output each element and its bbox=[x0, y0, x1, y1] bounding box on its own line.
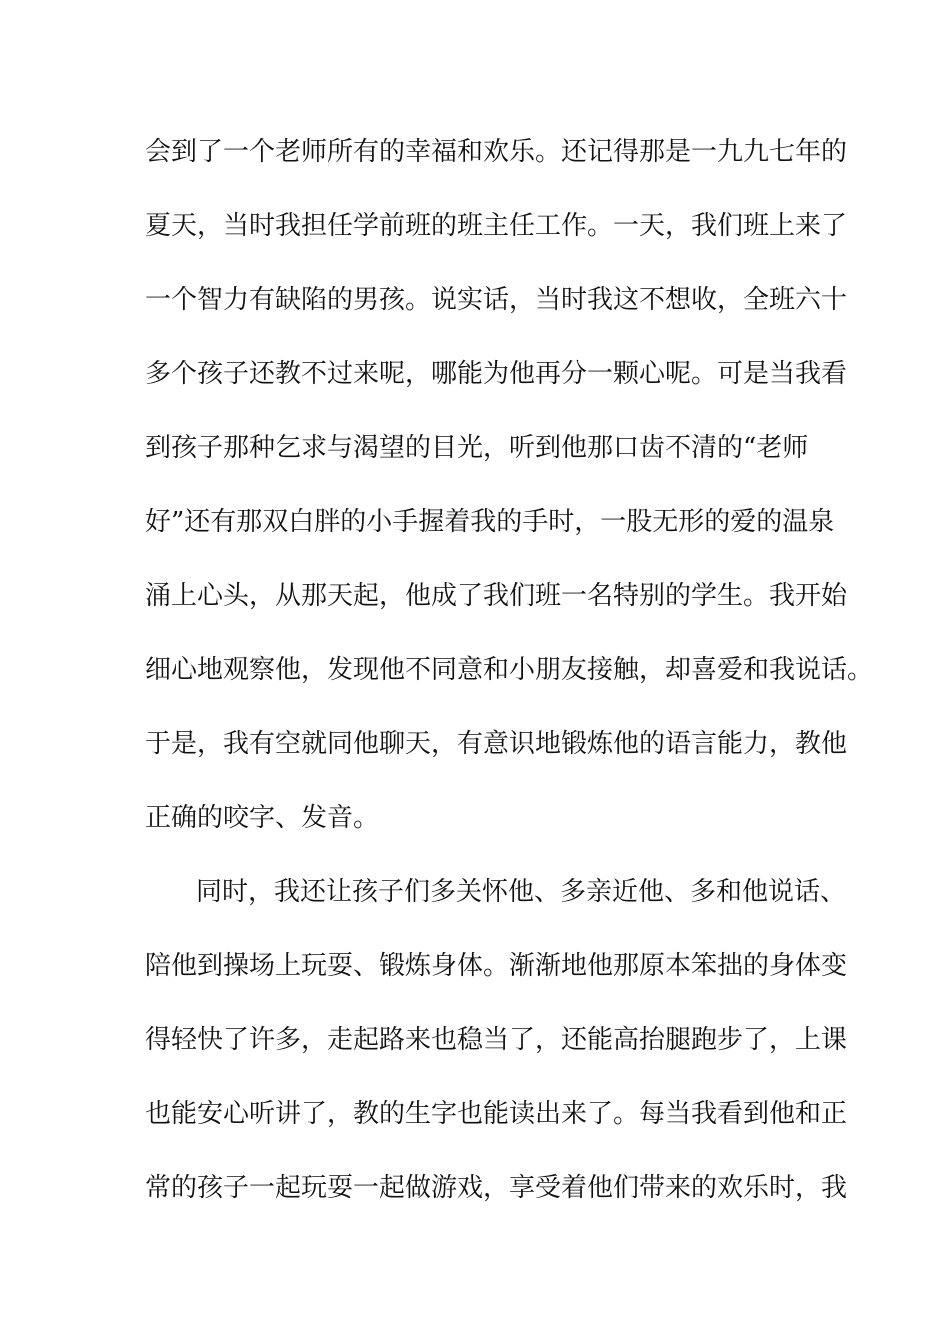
text-line: 到孩子那种乞求与渴望的目光，听到他那口齿不清的“老师 bbox=[145, 433, 809, 463]
text-line: 正确的咬字、发音。 bbox=[145, 803, 380, 833]
text-line: 涌上心头，从那天起，他成了我们班一名特别的学生。我开始 bbox=[145, 581, 848, 611]
text-line: 于是，我有空就同他聊天，有意识地锻炼他的语言能力，教他 bbox=[145, 729, 848, 759]
text-line: 陪他到操场上玩耍、锻炼身体。渐渐地他那原本笨拙的身体变 bbox=[145, 951, 848, 981]
text-line: 一个智力有缺陷的男孩。说实话，当时我这不想收，全班六十 bbox=[145, 285, 848, 315]
text-line: 会到了一个老师所有的幸福和欢乐。还记得那是一九九七年的 bbox=[145, 137, 848, 167]
text-line: 细心地观察他，发现他不同意和小朋友接触，却喜爱和我说话。 bbox=[145, 655, 874, 685]
text-line: 常的孩子一起玩耍一起做游戏，享受着他们带来的欢乐时，我 bbox=[145, 1173, 848, 1203]
text-line: 夏天，当时我担任学前班的班主任工作。一天，我们班上来了 bbox=[145, 211, 848, 241]
text-line: 好”还有那双白胖的小手握着我的手时，一股无形的爱的温泉 bbox=[145, 507, 835, 537]
text-line: 得轻快了许多，走起路来也稳当了，还能高抬腿跑步了，上课 bbox=[145, 1025, 848, 1055]
text-line: 也能安心听讲了，教的生字也能读出来了。每当我看到他和正 bbox=[145, 1099, 848, 1129]
text-line: 多个孩子还教不过来呢，哪能为他再分一颗心呢。可是当我看 bbox=[145, 359, 848, 389]
paragraph-start-line: 同时，我还让孩子们多关怀他、多亲近他、多和他说话、 bbox=[196, 877, 847, 907]
